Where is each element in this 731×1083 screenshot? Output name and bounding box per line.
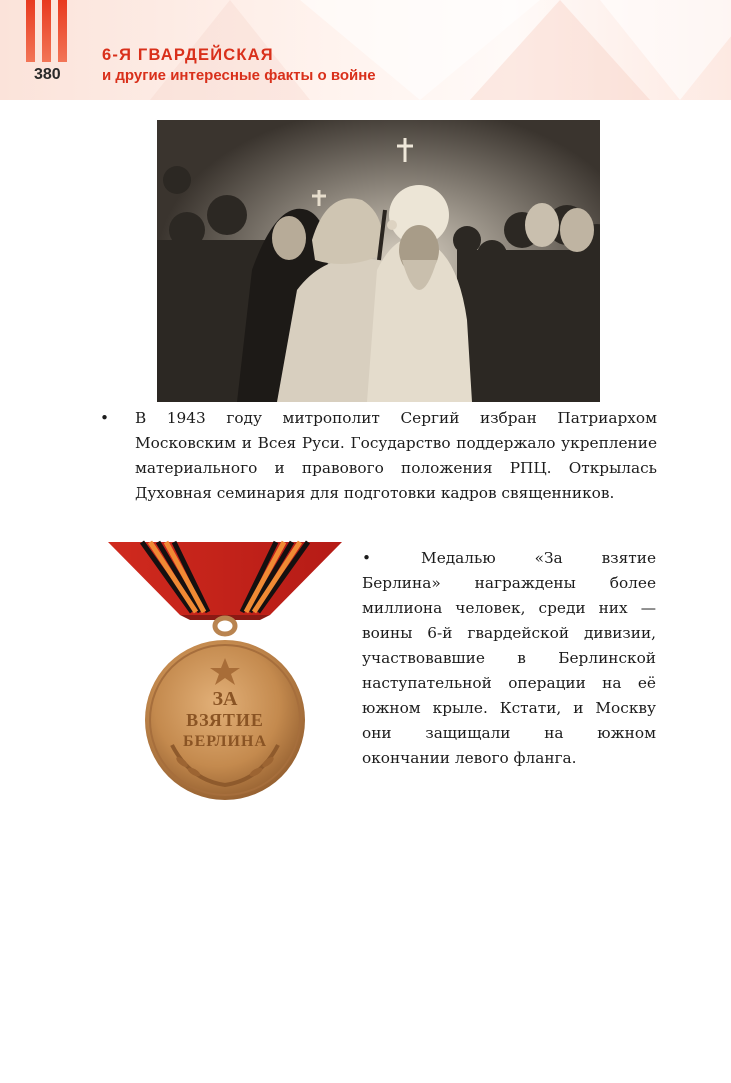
paragraph-text: В 1943 году митрополит Сергий избран Патриархом Московским и Всея Руси. Государство поддержало укрепление материального и правового положения РПЦ. Открылась Духовная семинария для подготовки кадров священников. <box>135 409 657 502</box>
paragraph-medal <box>362 546 656 771</box>
chapter-title: 6-Я ГВАРДЕЙСКАЯ <box>102 46 274 64</box>
page-header <box>0 0 731 100</box>
chapter-subtitle: и другие интересные факты о войне <box>102 67 376 84</box>
patriarch-photo-graphic <box>157 120 600 402</box>
header-stripe <box>58 0 67 62</box>
medal-inscription-3: БЕРЛИНА <box>183 733 267 750</box>
paragraph-text: Медалью «За взятие Берлина» награждены более миллиона человек, среди них — воины 6-й гвардейской дивизии, участвовавшие в Берлинской наступательной операции на её южном крыле. Кстати, и Москву они защищали на южном окончании левого фланга. <box>362 549 656 767</box>
bullet: • <box>100 409 110 427</box>
bullet: • <box>362 549 372 567</box>
page-number: 380 <box>34 66 61 83</box>
header-stripes <box>26 0 67 62</box>
patriarch-photo <box>157 120 600 402</box>
paragraph-patriarch <box>100 406 657 506</box>
header-decoration <box>600 0 731 100</box>
medal-image <box>100 540 350 810</box>
header-stripe <box>26 0 35 62</box>
header-stripe <box>42 0 51 62</box>
berlin-medal-graphic <box>100 540 350 810</box>
medal-inscription-2: ВЗЯТИЕ <box>186 710 264 730</box>
medal-inscription-1: ЗА <box>212 688 238 710</box>
